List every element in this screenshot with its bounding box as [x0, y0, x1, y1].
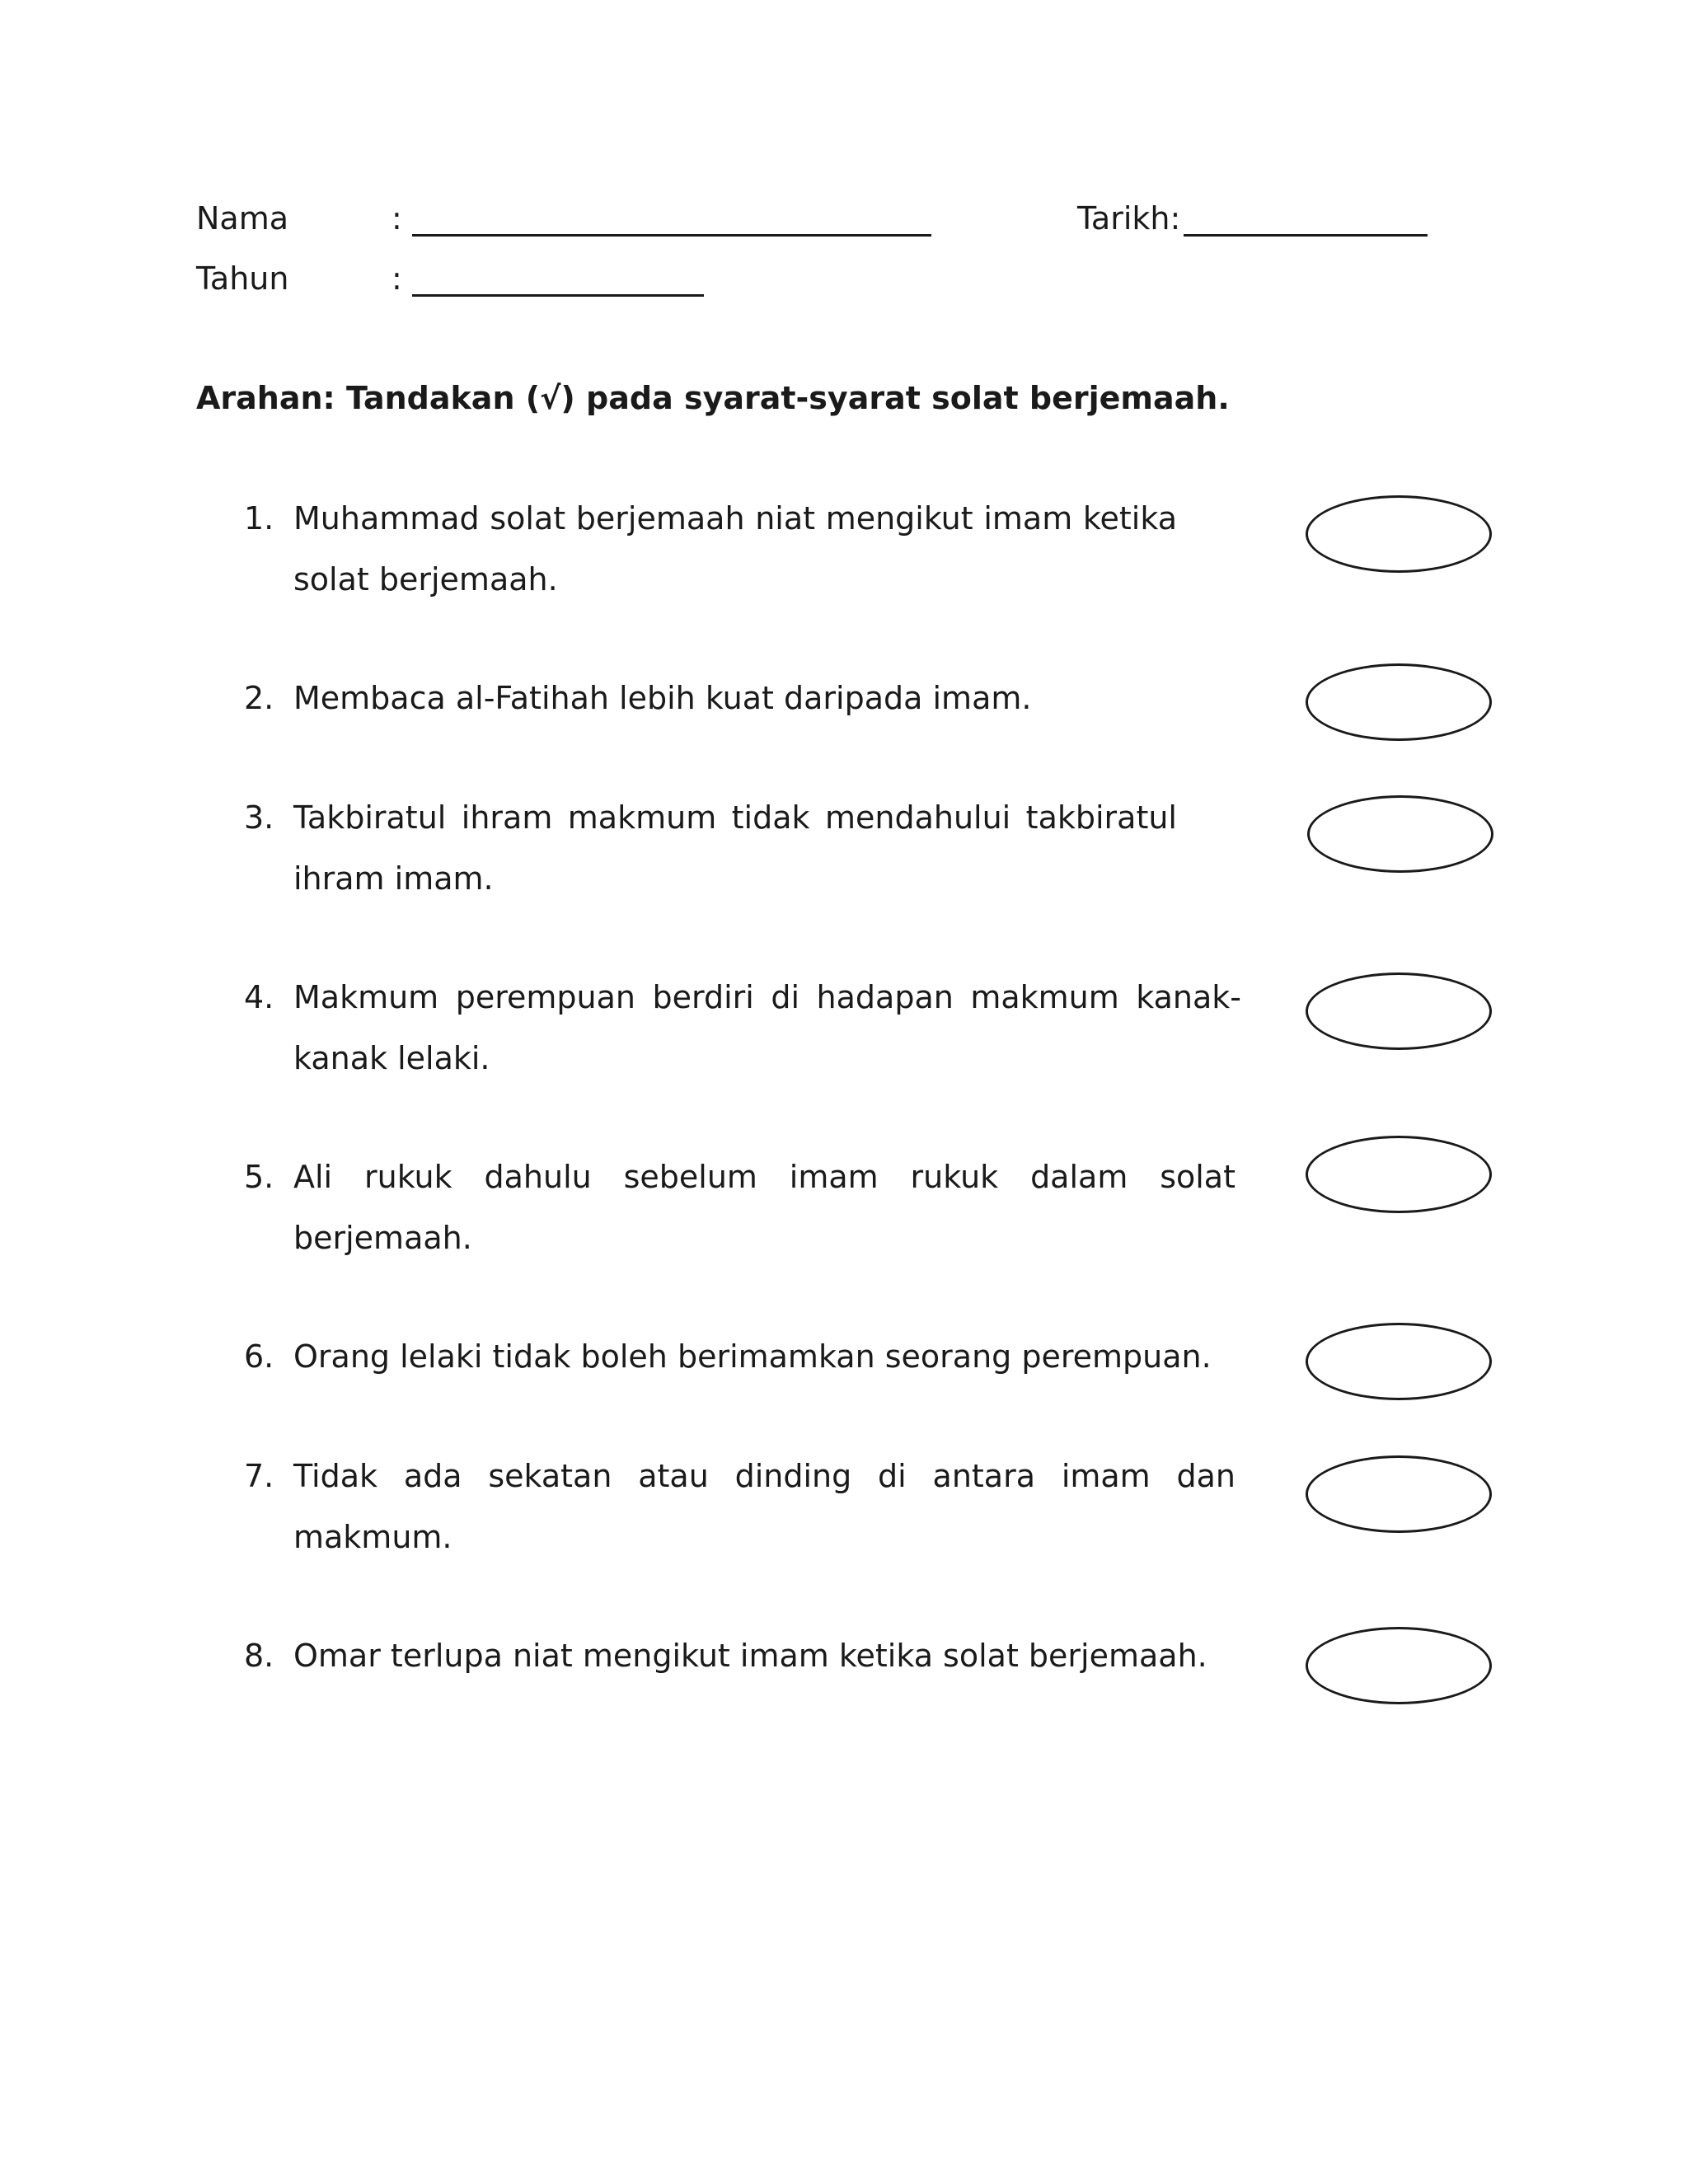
- question-3-number: 3.: [244, 799, 274, 836]
- question-3-text: Takbiratul ihram makmum tidak mendahului takbiratul ihram imam.: [293, 799, 1177, 897]
- date-label: Tarikh:: [1077, 200, 1181, 237]
- question-5-number: 5.: [244, 1159, 274, 1195]
- question-4-number: 4.: [244, 979, 274, 1015]
- question-2-number: 2.: [244, 680, 274, 716]
- name-field[interactable]: [412, 234, 931, 237]
- question-1-text: Muhammad solat berjemaah niat mengikut imam ketika solat berjemaah.: [293, 500, 1177, 598]
- instruction-text: Arahan: Tandakan (√) pada syarat-syarat solat berjemaah.: [196, 380, 1230, 416]
- question-4-text: Makmum perempuan berdiri di hadapan makmum kanak-kanak lelaki.: [293, 979, 1241, 1076]
- question-2-answer-oval[interactable]: [1306, 663, 1492, 741]
- question-3-answer-oval[interactable]: [1307, 795, 1493, 873]
- question-6-answer-oval[interactable]: [1306, 1323, 1492, 1400]
- question-5-answer-oval[interactable]: [1306, 1136, 1492, 1213]
- question-1-number: 1.: [244, 500, 274, 537]
- question-6-text: Orang lelaki tidak boleh berimamkan seorang perempuan.: [293, 1338, 1212, 1375]
- year-field[interactable]: [412, 294, 704, 297]
- year-colon: :: [392, 260, 402, 297]
- name-label: Nama: [196, 200, 289, 237]
- question-1-answer-oval[interactable]: [1306, 495, 1492, 573]
- question-4-answer-oval[interactable]: [1306, 972, 1492, 1050]
- question-8-text: Omar terlupa niat mengikut imam ketika solat berjemaah.: [293, 1638, 1207, 1674]
- year-label: Tahun: [196, 260, 289, 297]
- question-5-text: Ali rukuk dahulu sebelum imam rukuk dalam solat berjemaah.: [293, 1159, 1236, 1256]
- question-8-number: 8.: [244, 1638, 274, 1674]
- question-7-text: Tidak ada sekatan atau dinding di antara imam dan makmum.: [293, 1458, 1236, 1555]
- question-8-answer-oval[interactable]: [1306, 1627, 1492, 1704]
- question-7-answer-oval[interactable]: [1306, 1455, 1492, 1533]
- question-6-number: 6.: [244, 1338, 274, 1375]
- question-2-text: Membaca al-Fatihah lebih kuat daripada imam.: [293, 680, 1032, 716]
- question-7-number: 7.: [244, 1458, 274, 1494]
- name-colon: :: [392, 200, 402, 237]
- date-field[interactable]: [1184, 234, 1428, 237]
